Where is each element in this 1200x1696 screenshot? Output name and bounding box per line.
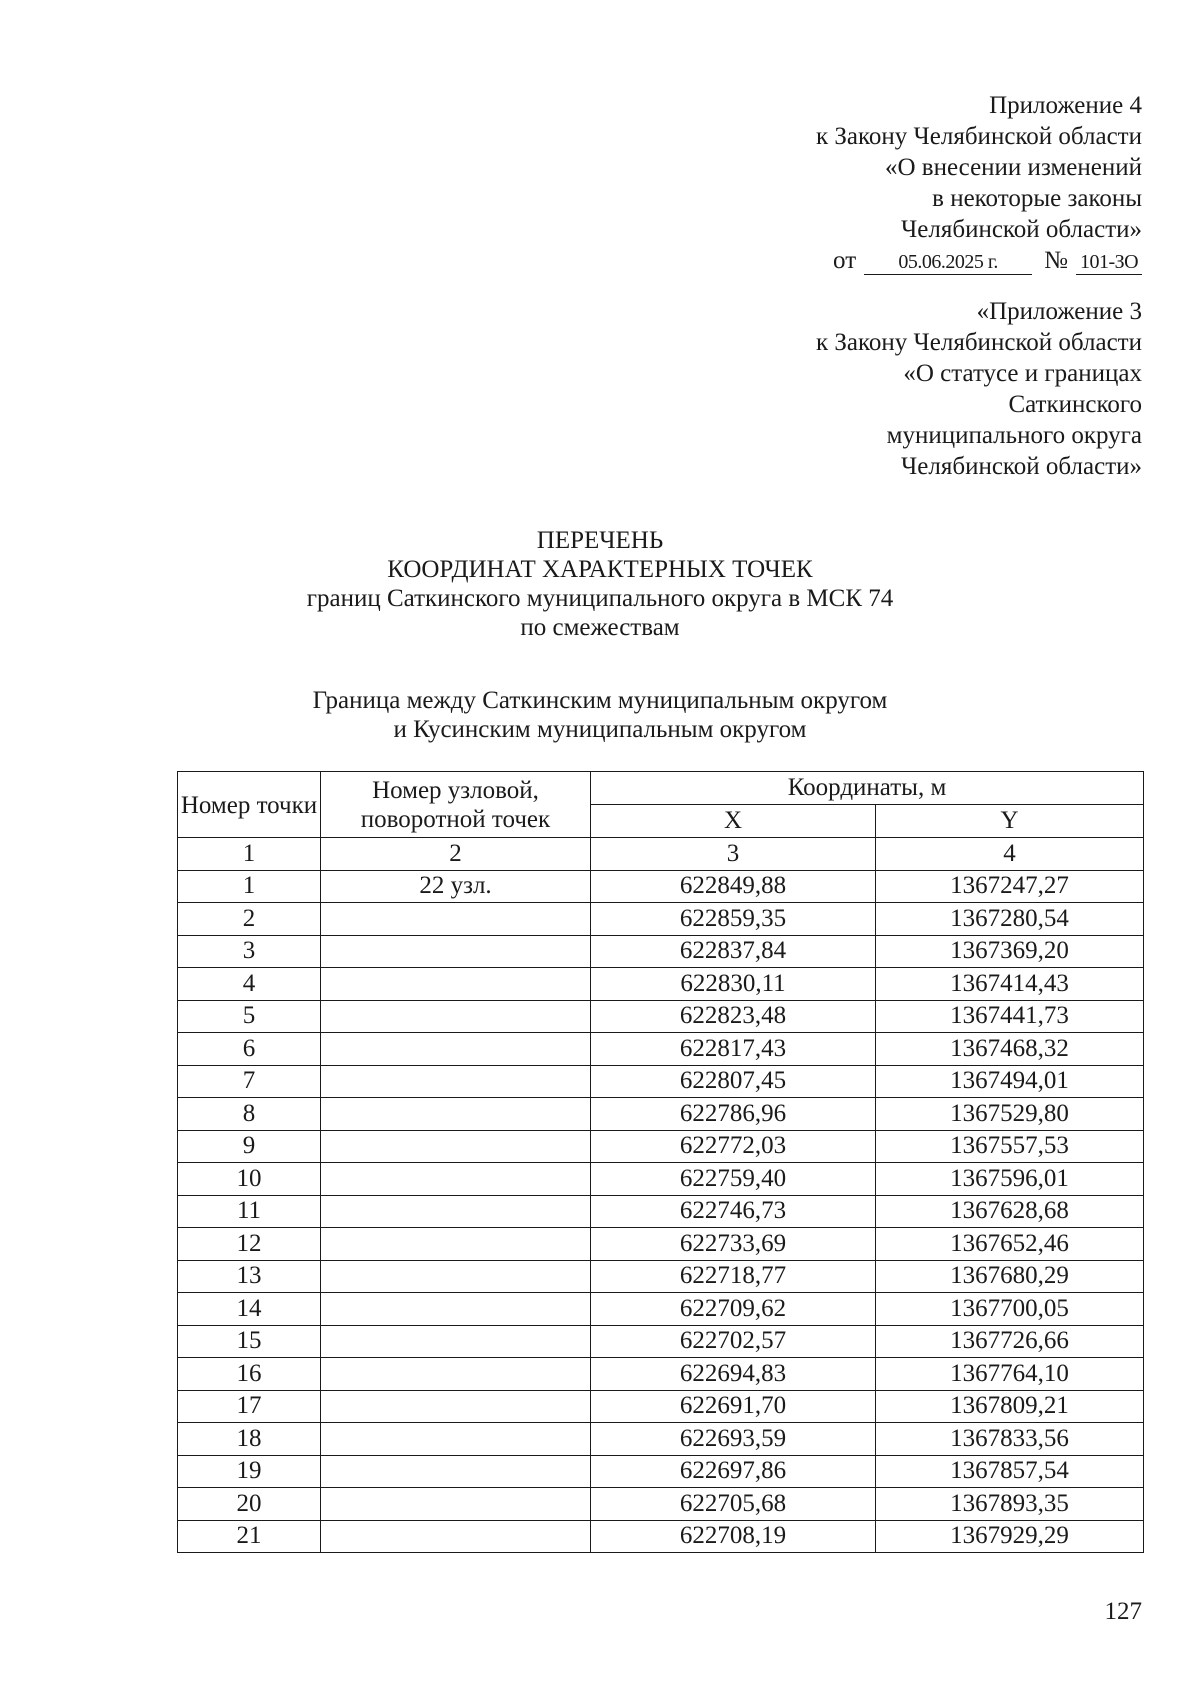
node-number-cell: [321, 903, 591, 936]
appendix-4-line: Челябинской области»: [901, 216, 1142, 243]
x-coordinate-cell: 622823,48: [591, 1000, 876, 1033]
y-coordinate-cell: 1367628,68: [876, 1195, 1144, 1228]
y-coordinate-cell: 1367809,21: [876, 1390, 1144, 1423]
node-number-cell: [321, 1325, 591, 1358]
x-coordinate-cell: 622697,86: [591, 1455, 876, 1488]
table-row: [178, 1455, 1144, 1488]
y-coordinate-cell: 1367529,80: [876, 1098, 1144, 1131]
x-coordinate-cell: 622691,70: [591, 1390, 876, 1423]
coordinates-table: [177, 771, 1144, 1553]
table-row: [178, 1228, 1144, 1261]
header-y: Y: [876, 805, 1144, 838]
date-prefix: от: [833, 247, 857, 274]
node-number-cell: [321, 1033, 591, 1066]
node-number-cell: [321, 968, 591, 1001]
law-number: 101-ЗО: [1076, 250, 1142, 275]
table-row: [178, 968, 1144, 1001]
y-coordinate-cell: 1367596,01: [876, 1163, 1144, 1196]
document-title: [0, 526, 1200, 642]
header-node-number: Номер узловой, поворотной точек: [321, 772, 591, 838]
point-number-cell: 11: [178, 1195, 321, 1228]
y-coordinate-cell: 1367652,46: [876, 1228, 1144, 1261]
point-number-cell: 8: [178, 1098, 321, 1131]
appendix-4-line: Приложение 4: [989, 92, 1142, 119]
point-number-cell: 13: [178, 1260, 321, 1293]
appendix-3-line: к Закону Челябинской области: [816, 329, 1142, 356]
table-row: [178, 1390, 1144, 1423]
node-number-cell: [321, 1423, 591, 1456]
subtitle-line: и Кусинским муниципальным округом: [393, 716, 807, 743]
y-coordinate-cell: 1367700,05: [876, 1293, 1144, 1326]
x-coordinate-cell: 622830,11: [591, 968, 876, 1001]
header-point-number: Номер точки: [178, 772, 321, 838]
y-coordinate-cell: 1367764,10: [876, 1358, 1144, 1391]
appendix-3-line: Челябинской области»: [901, 453, 1142, 480]
column-number: 2: [321, 838, 591, 871]
x-coordinate-cell: 622693,59: [591, 1423, 876, 1456]
point-number-cell: 16: [178, 1358, 321, 1391]
x-coordinate-cell: 622733,69: [591, 1228, 876, 1261]
appendix-3-header: [816, 296, 1142, 482]
column-number: 1: [178, 838, 321, 871]
node-number-cell: [321, 1488, 591, 1521]
point-number-cell: 17: [178, 1390, 321, 1423]
table-row: [178, 935, 1144, 968]
y-coordinate-cell: 1367557,53: [876, 1130, 1144, 1163]
appendix-3-line: «О статусе и границах: [903, 360, 1142, 387]
y-coordinate-cell: 1367247,27: [876, 870, 1144, 903]
law-date: 05.06.2025 г.: [864, 250, 1032, 275]
x-coordinate-cell: 622837,84: [591, 935, 876, 968]
table-row: [178, 1195, 1144, 1228]
title-line: границ Саткинского муниципального округа в МСК 74: [306, 585, 894, 612]
node-number-cell: [321, 1000, 591, 1033]
x-coordinate-cell: 622746,73: [591, 1195, 876, 1228]
title-line: по смежествам: [520, 614, 680, 641]
node-number-cell: [321, 935, 591, 968]
table-body: [178, 870, 1144, 1553]
y-coordinate-cell: 1367494,01: [876, 1065, 1144, 1098]
point-number-cell: 7: [178, 1065, 321, 1098]
table-header-row: [178, 772, 1144, 805]
y-coordinate-cell: 1367833,56: [876, 1423, 1144, 1456]
x-coordinate-cell: 622772,03: [591, 1130, 876, 1163]
point-number-cell: 4: [178, 968, 321, 1001]
table-row: [178, 1520, 1144, 1553]
point-number-cell: 14: [178, 1293, 321, 1326]
header-coordinates: Координаты, м: [591, 772, 1144, 805]
appendix-4-line: к Закону Челябинской области: [816, 123, 1142, 150]
node-number-cell: [321, 1520, 591, 1553]
law-date-number-line: [816, 245, 1142, 276]
node-number-cell: [321, 1358, 591, 1391]
node-number-cell: [321, 1455, 591, 1488]
y-coordinate-cell: 1367441,73: [876, 1000, 1144, 1033]
table-row: [178, 1325, 1144, 1358]
table-row: [178, 1423, 1144, 1456]
table-row: [178, 1488, 1144, 1521]
node-number-cell: [321, 1195, 591, 1228]
node-number-cell: [321, 1065, 591, 1098]
subtitle-line: Граница между Саткинским муниципальным округом: [312, 687, 888, 714]
y-coordinate-cell: 1367893,35: [876, 1488, 1144, 1521]
point-number-cell: 3: [178, 935, 321, 968]
point-number-cell: 12: [178, 1228, 321, 1261]
table-row: [178, 1033, 1144, 1066]
table-row: [178, 1358, 1144, 1391]
table-row: [178, 1098, 1144, 1131]
y-coordinate-cell: 1367929,29: [876, 1520, 1144, 1553]
table-row: [178, 870, 1144, 903]
table-row: [178, 903, 1144, 936]
y-coordinate-cell: 1367414,43: [876, 968, 1144, 1001]
title-line: КООРДИНАТ ХАРАКТЕРНЫХ ТОЧЕК: [387, 556, 813, 583]
node-number-cell: [321, 1098, 591, 1131]
title-line: ПЕРЕЧЕНЬ: [536, 527, 664, 554]
point-number-cell: 19: [178, 1455, 321, 1488]
page-number: 127: [1104, 1598, 1142, 1625]
column-number: 4: [876, 838, 1144, 871]
x-coordinate-cell: 622759,40: [591, 1163, 876, 1196]
x-coordinate-cell: 622694,83: [591, 1358, 876, 1391]
x-coordinate-cell: 622705,68: [591, 1488, 876, 1521]
appendix-3-line: Саткинского: [1008, 391, 1142, 418]
y-coordinate-cell: 1367280,54: [876, 903, 1144, 936]
point-number-cell: 2: [178, 903, 321, 936]
x-coordinate-cell: 622786,96: [591, 1098, 876, 1131]
point-number-cell: 6: [178, 1033, 321, 1066]
x-coordinate-cell: 622702,57: [591, 1325, 876, 1358]
x-coordinate-cell: 622817,43: [591, 1033, 876, 1066]
table-row: [178, 1000, 1144, 1033]
column-number-row: [178, 838, 1144, 871]
y-coordinate-cell: 1367726,66: [876, 1325, 1144, 1358]
appendix-4-line: в некоторые законы: [932, 185, 1142, 212]
point-number-cell: 20: [178, 1488, 321, 1521]
appendix-3-line: «Приложение 3: [976, 298, 1142, 325]
node-number-cell: [321, 1228, 591, 1261]
point-number-cell: 21: [178, 1520, 321, 1553]
y-coordinate-cell: 1367369,20: [876, 935, 1144, 968]
x-coordinate-cell: 622709,62: [591, 1293, 876, 1326]
table-row: [178, 1293, 1144, 1326]
x-coordinate-cell: 622718,77: [591, 1260, 876, 1293]
node-number-cell: [321, 1260, 591, 1293]
point-number-cell: 15: [178, 1325, 321, 1358]
x-coordinate-cell: 622807,45: [591, 1065, 876, 1098]
section-subtitle: [0, 686, 1200, 744]
y-coordinate-cell: 1367680,29: [876, 1260, 1144, 1293]
appendix-3-line: муниципального округа: [886, 422, 1142, 449]
table-row: [178, 1163, 1144, 1196]
column-number: 3: [591, 838, 876, 871]
table-row: [178, 1260, 1144, 1293]
x-coordinate-cell: 622859,35: [591, 903, 876, 936]
point-number-cell: 5: [178, 1000, 321, 1033]
number-prefix: №: [1044, 247, 1068, 274]
header-x: X: [591, 805, 876, 838]
y-coordinate-cell: 1367468,32: [876, 1033, 1144, 1066]
appendix-4-line: «О внесении изменений: [884, 154, 1142, 181]
node-number-cell: [321, 1163, 591, 1196]
y-coordinate-cell: 1367857,54: [876, 1455, 1144, 1488]
table-row: [178, 1065, 1144, 1098]
table-row: [178, 1130, 1144, 1163]
x-coordinate-cell: 622849,88: [591, 870, 876, 903]
node-number-cell: 22 узл.: [321, 870, 591, 903]
node-number-cell: [321, 1130, 591, 1163]
point-number-cell: 1: [178, 870, 321, 903]
appendix-4-header: [816, 90, 1142, 276]
point-number-cell: 9: [178, 1130, 321, 1163]
node-number-cell: [321, 1390, 591, 1423]
node-number-cell: [321, 1293, 591, 1326]
point-number-cell: 10: [178, 1163, 321, 1196]
point-number-cell: 18: [178, 1423, 321, 1456]
x-coordinate-cell: 622708,19: [591, 1520, 876, 1553]
